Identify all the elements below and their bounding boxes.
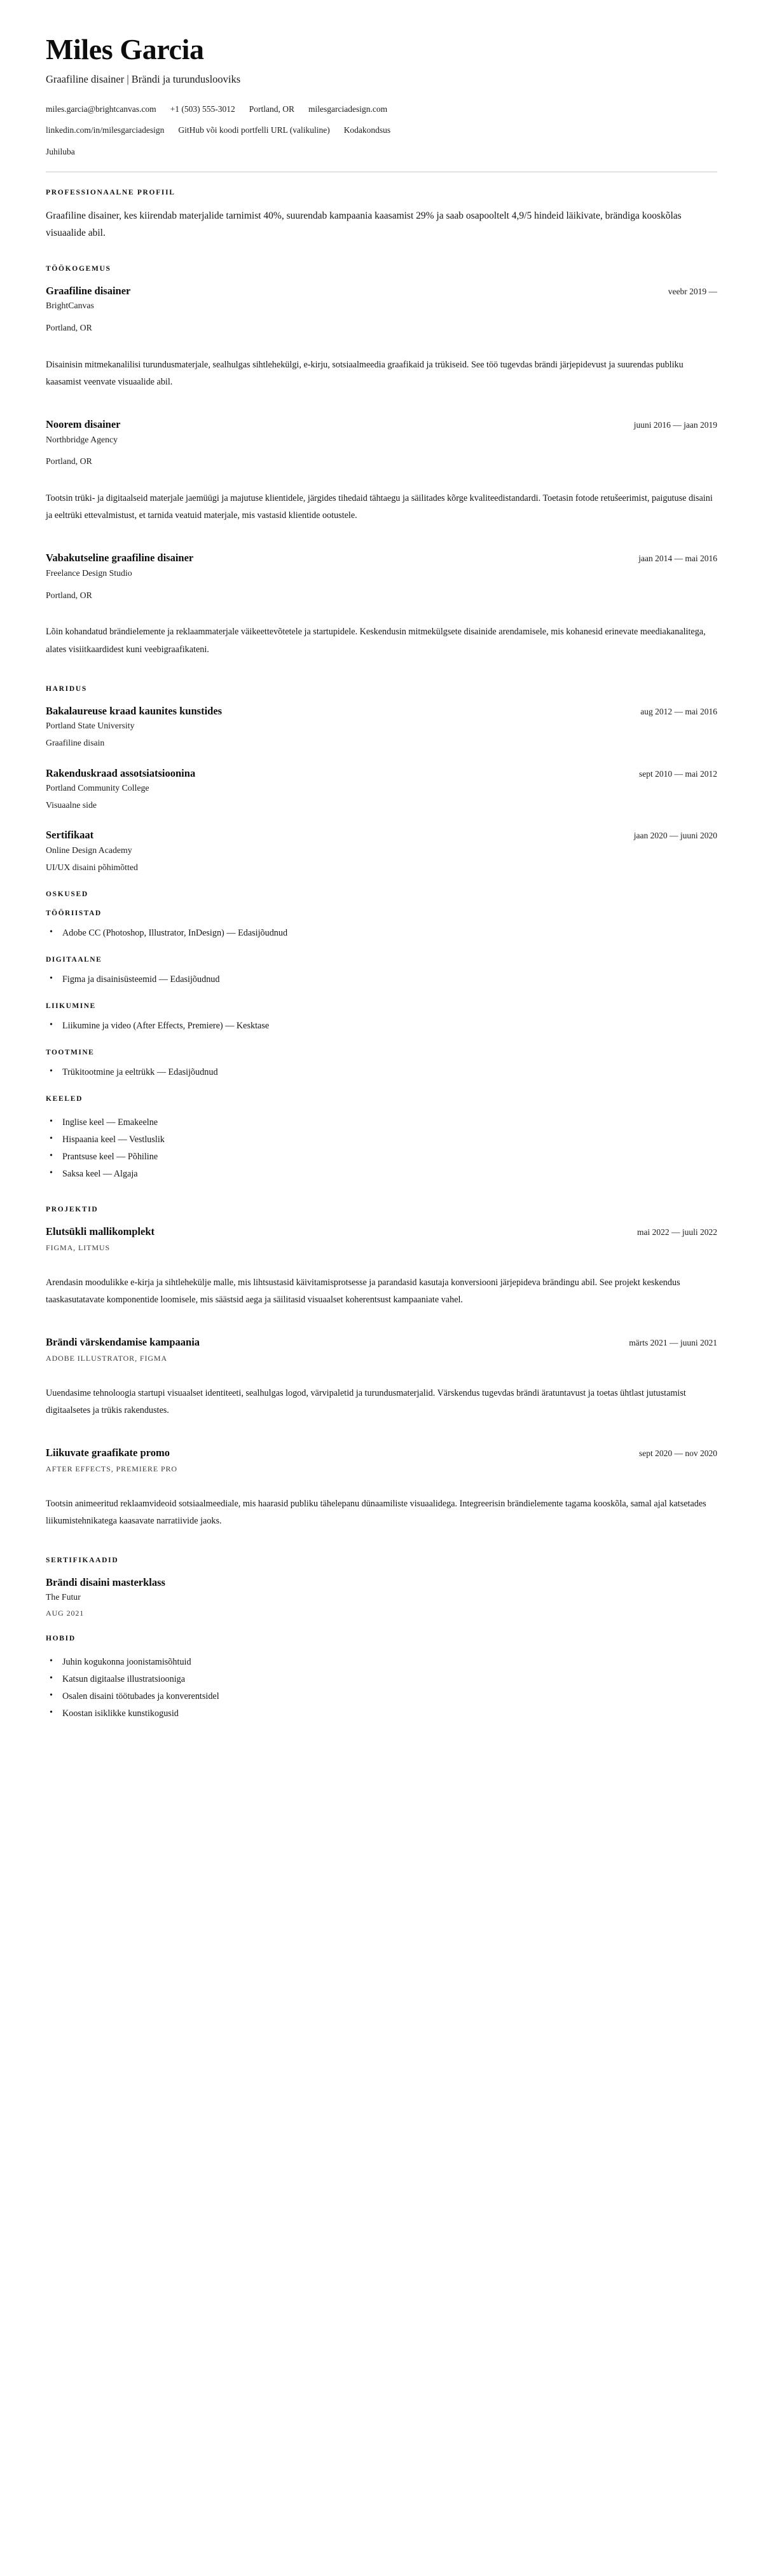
project-date: märts 2021 — juuni 2021 [629,1338,717,1348]
project-entry [46,1446,717,1530]
project-date: sept 2020 — nov 2020 [639,1448,717,1459]
entry-header [46,1446,717,1459]
profile-summary: Graafiline disainer, kes kiirendab materjalide tarnimist 40%, suurendab kampaania kaasamist 29% ja saab osapooltelt 4,9/5 hindeid läikivate, brändiga kooskõlas visuaalide abil. [46,210,682,239]
contact-item[interactable]: Portland, OR [249,104,294,114]
section-title-languages: KEELED [46,1095,83,1103]
section-education [46,685,717,874]
entry-header [46,1225,717,1238]
skill-group [46,910,717,942]
contact-row [46,103,717,116]
job-title: Vabakutseline graafiline disainer [46,552,194,564]
job-location: Portland, OR [46,322,92,332]
degree-date: sept 2010 — mai 2012 [639,768,717,779]
job-date: veebr 2019 — [668,286,717,296]
contact-item[interactable]: Kodakondsus [343,125,391,135]
skill-item: • Trükitootmine ja eeltrükk — Edasijõudnud [46,1064,717,1081]
field-of-study: Graafiline disain [46,737,105,747]
project-tools: ADOBE ILLUSTRATOR, FIGMA [46,1353,168,1363]
entry-header [46,767,717,780]
entry-header [46,1335,717,1349]
certificate-date: AUG 2021 [46,1609,85,1618]
hobbies-bullet-list [46,1654,717,1722]
hobby-item: • Katsun digitaalse illustratsiooniga [46,1671,717,1688]
project-tools: AFTER EFFECTS, PREMIERE PRO [46,1464,178,1473]
contact-item[interactable]: GitHub või koodi portfelli URL (valikuline) [178,125,330,135]
section-title-skills: OSKUSED [46,890,88,899]
skill-bullet-list [46,971,717,988]
skill-group [46,1002,717,1035]
certificate-issuer: The Futur [46,1592,81,1602]
project-date: mai 2022 — juuli 2022 [637,1227,717,1237]
section-title-experience: TÖÖKOGEMUS [46,264,111,273]
contact-item[interactable]: +1 (503) 555-3012 [170,104,235,114]
skill-group [46,1049,717,1081]
candidate-headline: Graafiline disainer | Brändi ja turunduslooviks [46,72,241,85]
project-description: Uuendasime tehnoloogia startupi visuaalset identiteeti, sealhulgas logod, värvipaletid ja turundusmaterjalid. Värskendus tugevdas brändi äratuntavust ja toetas ühtlast jutustamist digitaalsetes ja trükis rakendustes. [46,1387,686,1415]
contact-block [46,103,717,158]
school-name: Online Design Academy [46,845,132,855]
field-of-study: UI/UX disaini põhimõtted [46,862,138,872]
degree-date: jaan 2020 — juuni 2020 [633,831,717,841]
certificate-name: Brändi disaini masterklass [46,1576,165,1589]
experience-entry [46,551,717,658]
experience-list [46,284,717,658]
projects-list [46,1225,717,1530]
project-name: Elutsükli mallikomplekt [46,1225,155,1238]
job-date: jaan 2014 — mai 2016 [638,554,717,564]
contact-row [46,146,717,158]
hobby-item: • Koostan isiklikke kunstikogusid [46,1705,717,1722]
education-list [46,704,717,874]
language-item: • Saksa keel — Algaja [46,1166,717,1183]
skill-group [46,956,717,988]
job-location: Portland, OR [46,456,92,467]
job-date: juuni 2016 — jaan 2019 [633,420,717,430]
skill-bullet-list [46,1064,717,1081]
entry-header [46,551,717,564]
skill-bullet-list [46,1018,717,1035]
section-certificates [46,1557,717,1618]
section-projects [46,1206,717,1530]
candidate-name: Miles Garcia [46,33,204,65]
job-location: Portland, OR [46,590,92,600]
languages-bullet-list [46,1114,717,1183]
entry-header [46,284,717,297]
contact-item[interactable]: milesgarciadesign.com [308,104,388,114]
resume-header [46,33,717,158]
education-entry [46,767,717,812]
section-title-hobbies: HOBID [46,1635,76,1643]
section-hobbies [46,1635,717,1722]
degree-title: Bakalaureuse kraad kaunites kunstides [46,704,223,717]
project-entry [46,1335,717,1419]
skill-item: • Liikumine ja video (After Effects, Premiere) — Kesktase [46,1018,717,1035]
language-item: • Prantsuse keel — Põhiline [46,1148,717,1166]
project-entry [46,1225,717,1309]
skills-list [46,910,717,1081]
job-title: Noorem disainer [46,418,121,431]
degree-date: aug 2012 — mai 2016 [640,706,717,716]
skill-group-label: TÖÖRIISTAD [46,910,102,918]
job-company: BrightCanvas [46,301,94,311]
contact-item[interactable]: linkedin.com/in/milesgarciadesign [46,125,165,135]
contact-row [46,124,717,137]
skill-group-label: LIIKUMINE [46,1002,96,1011]
education-entry [46,704,717,750]
section-title-certificates: SERTIFIKAADID [46,1557,119,1565]
contact-item[interactable]: miles.garcia@brightcanvas.com [46,104,156,114]
degree-title: Sertifikaat [46,829,94,842]
hobby-item: • Osalen disaini töötubades ja konverentsidel [46,1688,717,1705]
job-description: Disainisin mitmekanalilisi turundusmaterjale, sealhulgas sihtlehekülgi, e-kirju, sotsiaalmeedia graafikaid ja trükiseid. See töö tugevdas brändi järjepidevust ja suurendas publiku kaasamist veenvate visuaalide abil. [46,359,684,387]
hobby-item: • Juhin kogukonna joonistamisõhtuid [46,1654,717,1671]
school-name: Portland State University [46,721,135,731]
entry-header [46,704,717,718]
language-item: • Inglise keel — Emakeelne [46,1114,717,1131]
language-item: • Hispaania keel — Vestluslik [46,1131,717,1148]
section-title-education: HARIDUS [46,685,87,693]
skill-item: • Figma ja disainisüsteemid — Edasijõudnud [46,971,717,988]
job-title: Graafiline disainer [46,284,131,297]
job-description: Tootsin trüki- ja digitaalseid materjale jaemüügi ja majutuse klientidele, järgides tihedaid tähtaegu ja säilitades kõrge kvaliteedistandardi. Toetasin fotode retušeerimist, paigutuse disaini ja eeltrüki ettevalmistust, et tarnida veatuid materjale, mis vastasid klientide ootustele. [46,493,713,521]
skill-group-label: TOOTMINE [46,1049,95,1057]
education-entry [46,828,717,874]
contact-item[interactable]: Juhiluba [46,146,75,156]
project-name: Liikuvate graafikate promo [46,1447,170,1459]
section-experience [46,265,717,658]
entry-header [46,418,717,431]
job-company: Freelance Design Studio [46,568,132,578]
project-description: Arendasin moodulikke e-kirja ja sihtlehekülje malle, mis lihtsustasid käivitamisprotsesse ja parandasid kasutaja konversiooni järjepideva brändingu abil. See projekt keskendus taaskasutatavate komponentide loomisele, mis säästsid aega ja säilitasid visuaalset koherentsust kampaaniate vahel. [46,1277,680,1305]
certificates-list [46,1576,717,1618]
job-company: Northbridge Agency [46,434,118,444]
school-name: Portland Community College [46,783,149,793]
skill-item: • Adobe CC (Photoshop, Illustrator, InDesign) — Edasijõudnud [46,925,717,942]
skill-group-label: DIGITAALNE [46,956,102,964]
degree-title: Rakenduskraad assotsiatsioonina [46,767,196,779]
section-skills [46,890,717,1081]
project-tools: FIGMA, LITMUS [46,1243,111,1252]
section-profile [46,189,717,242]
section-title-projects: PROJEKTID [46,1206,99,1214]
experience-entry [46,418,717,524]
job-description: Lõin kohandatud brändielemente ja reklaammaterjale väikeettevõtetele ja startupidele. Keskendusin mitmekülgsete disainide arendamisele, mis kohanesid erinevate meediakanalitega, alates visiitkaardidest kuni veebigraafikateni. [46,627,706,655]
project-description: Tootsin animeeritud reklaamvideoid sotsiaalmeediale, mis haarasid publiku tähelepanu dünaamiliste visuaalidega. Integreerisin brändielemente tagama kooskõla, samal ajal katsetades liikumistehnikatega kaasavate narratiivide jaoks. [46,1498,706,1526]
field-of-study: Visuaalne side [46,800,97,810]
skill-bullet-list [46,925,717,942]
section-title-profile: PROFESSIONAALNE PROFIIL [46,189,175,197]
section-languages [46,1095,717,1183]
certificate-entry [46,1576,717,1618]
entry-header [46,828,717,842]
project-name: Brändi värskendamise kampaania [46,1336,200,1349]
experience-entry [46,284,717,391]
